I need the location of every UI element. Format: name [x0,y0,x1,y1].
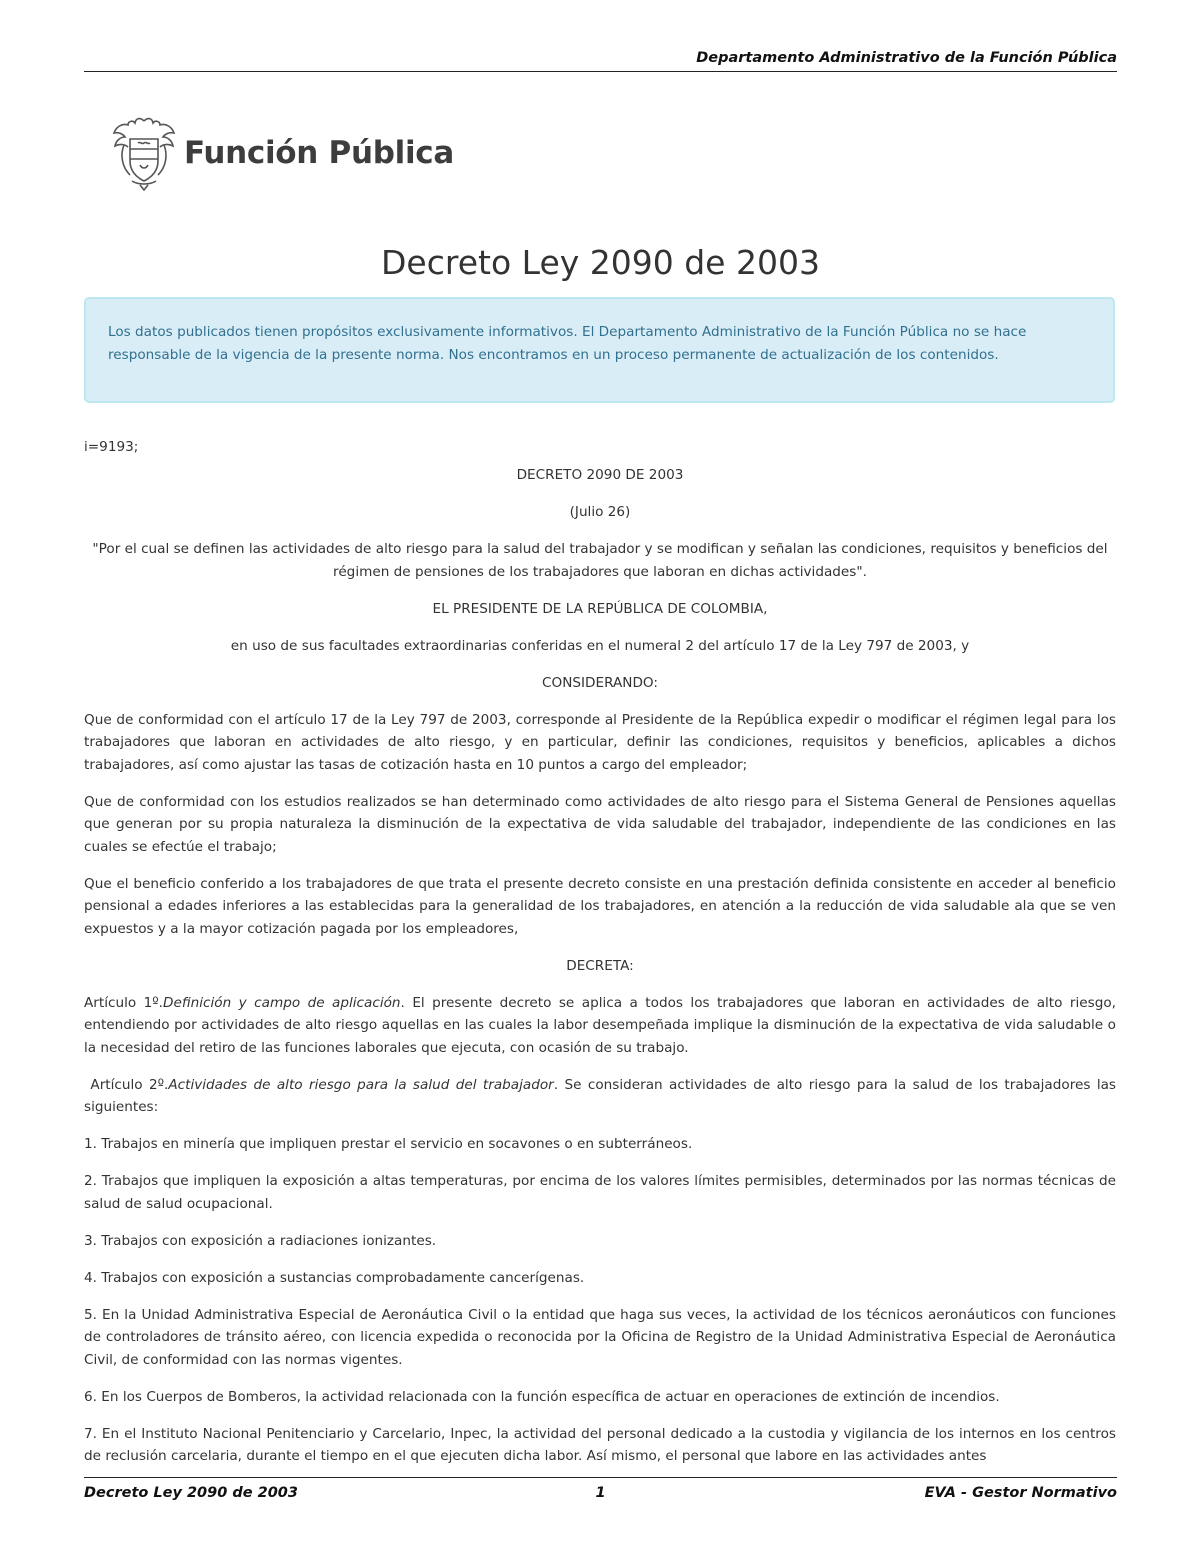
disclaimer-notice: Los datos publicados tienen propósitos exclusivamente informativos. El Departamento Administrativo de la Función Pública no se hace responsable de la vigencia de la presente norma. Nos encontramos en un proceso permanente de actualización de los contenidos. [84,297,1115,403]
article-2 [84,1074,1116,1119]
article-1 [84,992,1116,1060]
article-2-text: . Se consideran actividades de alto riesgo para la salud de los trabajadores las siguientes: [84,1076,1117,1115]
article-1-text: . El presente decreto se aplica a todos los trabajadores que laboran en actividades de alto riesgo, entendiendo por actividades de alto riesgo aquellas en las cuales la labor desempeñada implique la disminución de la expectativa de vida saludable o la necesidad del retiro de las funciones laborales que ejecuta, con ocasión de su trabajo. [84,994,1116,1056]
article-1-title: Definición y campo de aplicación [163,994,401,1011]
footer [84,1485,1117,1505]
powers-line: en uso de sus facultades extraordinarias conferidas en el numeral 2 del artículo 17 de la Ley 797 de 2003, y [230,637,970,654]
article-2-prefix: Artículo 2º. [84,1076,169,1093]
decree-date: (Julio 26) [569,504,631,520]
header-institution: Departamento Administrativo de la Función Pública [696,50,1117,66]
list-item: 3. Trabajos con exposición a radiaciones ionizantes. [84,1232,437,1249]
considerando-heading: CONSIDERANDO: [542,674,658,691]
logo-text: Función Pública [184,135,454,171]
president-line: EL PRESIDENTE DE LA REPÚBLICA DE COLOMBIA, [432,600,768,617]
list-item: 4. Trabajos con exposición a sustancias comprobadamente cancerígenas. [84,1269,585,1286]
decree-subject: "Por el cual se definen las actividades de alto riesgo para la salud del trabajador y se modifican y señalan las condiciones, requisitos y beneficios del régimen de pensiones de los trabajadores que laboran en dichas actividades". [92,541,1108,580]
coat-of-arms-icon [110,115,178,191]
list-item: 7. En el Instituto Nacional Penitenciario y Carcelario, Inpec, la actividad del personal dedicado a la custodia y vigilancia de los internos en los centros de reclusión carcelaria, durante el tiempo en el que ejecuten dicha labor. Así mismo, el personal que labore en las actividades antes [84,1425,1116,1464]
article-2-title: Actividades de alto riesgo para la salud del trabajador [168,1076,554,1093]
document-body [84,436,1116,1482]
decreta-heading: DECRETA: [566,957,634,974]
id-line: i=9193; [84,439,139,455]
list-item: 6. En los Cuerpos de Bomberos, la actividad relacionada con la función específica de actuar en operaciones de extinción de incendios. [84,1388,1000,1405]
footer-rule [84,1477,1117,1478]
page-title: Decreto Ley 2090 de 2003 [381,243,820,282]
header-rule [84,71,1117,72]
article-1-prefix: Artículo 1º. [84,994,164,1011]
logo [110,115,454,191]
footer-page-number: 1 [595,1485,606,1501]
list-item: 2. Trabajos que impliquen la exposición a altas temperaturas, por encima de los valores límites permisibles, determinados por las normas técnicas de salud de salud ocupacional. [84,1173,1116,1212]
decree-heading: DECRETO 2090 DE 2003 [516,467,684,483]
list-item: 5. En la Unidad Administrativa Especial de Aeronáutica Civil o la entidad que haga sus veces, la actividad de los técnicos aeronáuticos con funciones de controladores de tránsito aéreo, con licencia expedida o reconocida por la Oficina de Registro de la Unidad Administrativa Especial de Aeronáutica Civil, de conformidad con las normas vigentes. [84,1306,1116,1368]
list-item: 1. Trabajos en minería que impliquen prestar el servicio en socavones o en subterráneos. [84,1136,693,1152]
consideration: Que de conformidad con los estudios realizados se han determinado como actividades de alto riesgo para el Sistema General de Pensiones aquellas que generan por su propia naturaleza la disminución de la expectativa de vida saludable del trabajador, independiente de las condiciones en las cuales se efectúe el trabajo; [84,793,1116,855]
footer-system-name: EVA - Gestor Normativo [924,1485,1117,1501]
consideration: Que de conformidad con el artículo 17 de la Ley 797 de 2003, corresponde al Presidente de la República expedir o modificar el régimen legal para los trabajadores que laboran en actividades de alto riesgo, y en particular, definir las condiciones, requisitos y beneficios, aplicables a dichos trabajadores, así como ajustar las tasas de cotización hasta en 10 puntos a cargo del empleador; [84,711,1116,773]
footer-document-name: Decreto Ley 2090 de 2003 [84,1485,298,1501]
consideration: Que el beneficio conferido a los trabajadores de que trata el presente decreto consiste en una prestación definida consistente en acceder al beneficio pensional a edades inferiores a las establecidas para la generalidad de los trabajadores, en atención a la reducción de vida saludable ala que se ven expuestos y a la mayor cotización pagada por los empleadores, [84,875,1116,937]
